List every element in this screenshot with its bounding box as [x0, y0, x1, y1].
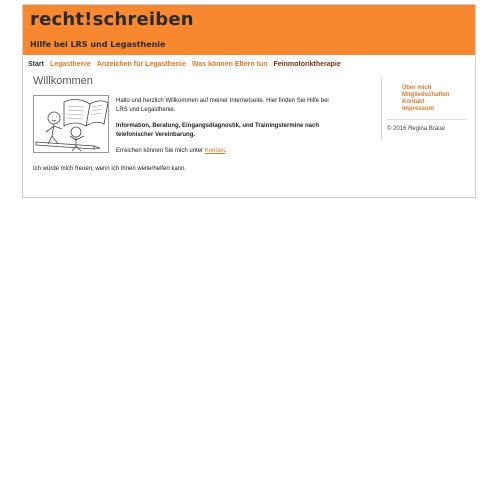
intro-paragraph-services: Information, Beratung, Eingangsdiagnostik, und Trainingstermine nach telefonischer Vereinbarung. — [116, 123, 320, 138]
page-title: Willkommen — [33, 75, 93, 87]
sidebar-divider — [387, 119, 467, 120]
book-reading-icon — [34, 96, 108, 152]
sidebar-links — [402, 85, 449, 113]
site-header — [23, 5, 475, 55]
contact-prefix: Erreichen können Sie mich unter — [116, 148, 205, 154]
nav-item-feinmotoriktherapie[interactable]: Feinmotoriktherapie — [273, 61, 341, 68]
copyright-notice: © 2016 Regina Braue — [387, 126, 445, 132]
intro-text — [116, 97, 338, 163]
nav-item-eltern[interactable]: Was können Eltern tun — [191, 61, 268, 68]
site-logo[interactable]: recht!schreiben — [30, 9, 194, 30]
contact-link[interactable]: Kontakt — [204, 148, 226, 154]
site-tagline: Hilfe bei LRS und Legasthenie — [30, 40, 166, 49]
page-frame — [22, 4, 476, 198]
sidebar-link-ueber-mich[interactable]: Über mich — [402, 85, 432, 91]
sidebar-link-impressum[interactable]: Impressum — [402, 106, 435, 112]
sidebar-link-kontakt[interactable]: Kontakt — [402, 99, 425, 105]
sidebar — [381, 77, 470, 141]
nav-item-anzeichen[interactable]: Anzeichen für Legasthenie — [96, 61, 186, 68]
nav-item-legasthenie[interactable]: Legasthenie — [49, 61, 91, 68]
nav-item-start[interactable]: Start — [28, 61, 44, 68]
intro-paragraph-contact — [116, 147, 338, 156]
sidebar-link-mitgliedschaften[interactable]: Mitgliedschaften — [402, 92, 450, 98]
closing-text: Ich würde mich freuen, wenn ich Ihnen weiterhelfen kann. — [33, 166, 187, 172]
intro-paragraph-welcome: Hallo und herzlich Willkommen auf meiner Internetseite. Hier finden Sie Hilfe bei LRS und Legasthenie. — [116, 98, 329, 113]
book-reading-illustration — [33, 95, 109, 153]
contact-suffix: . — [225, 148, 227, 154]
main-nav — [28, 59, 341, 71]
